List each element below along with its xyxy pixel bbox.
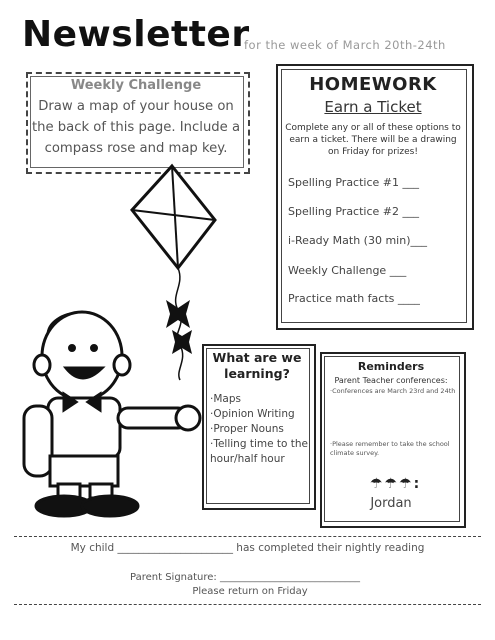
learning-item: ·Telling time to the hour/half hour <box>210 438 309 465</box>
homework-item-iready: i-Ready Math (30 min)___ <box>288 234 428 247</box>
homework-description: Complete any or all of these options to earn a ticket. There will be a drawing on Friday for prizes! <box>285 123 461 157</box>
conference-date: ·Conferences are March 23rd and 24th <box>330 387 456 395</box>
challenge-title: Weekly Challenge <box>70 78 202 93</box>
reading-line: My child ______________________ has completed their nightly reading <box>70 542 425 554</box>
newsletter-title: Newsletter <box>22 14 250 55</box>
challenge-body: Draw a map of your house on the back of this page. Include a compass rose and map key. <box>31 99 241 156</box>
homework-item-spelling-2: Spelling Practice #2 ___ <box>288 205 419 218</box>
boy-icon <box>24 312 200 516</box>
learning-list <box>210 392 308 467</box>
homework-subtitle: Earn a Ticket <box>324 98 422 116</box>
reminders-title: Reminders <box>357 360 425 373</box>
homework-item-spelling-1: Spelling Practice #1 ___ <box>288 176 419 189</box>
learning-title: What are we learning? <box>212 350 302 381</box>
homework-item-challenge: Weekly Challenge ___ <box>288 264 407 277</box>
learning-item: ·Maps <box>210 393 241 405</box>
signature-icons: ☂☂☂: <box>370 476 422 492</box>
learning-item: ·Opinion Writing <box>210 408 295 420</box>
kite-icon <box>132 166 215 268</box>
week-label: for the week of March 20th-24th <box>244 38 446 52</box>
return-note: Please return on Friday <box>192 586 308 597</box>
parent-signature: Parent Signature: ____________________________ <box>130 572 360 583</box>
homework-title: HOMEWORK <box>309 74 437 95</box>
divider <box>14 536 481 537</box>
homework-item-math-facts: Practice math facts ____ <box>288 292 420 305</box>
conference-heading: Parent Teacher conferences: <box>334 376 448 385</box>
teacher-name: Jordan <box>370 496 412 511</box>
climate-survey-note: ·Please remember to take the school climate survey. <box>330 440 450 457</box>
learning-item: ·Proper Nouns <box>210 423 284 435</box>
boy-with-kite-illustration <box>10 160 225 520</box>
divider <box>14 604 481 605</box>
